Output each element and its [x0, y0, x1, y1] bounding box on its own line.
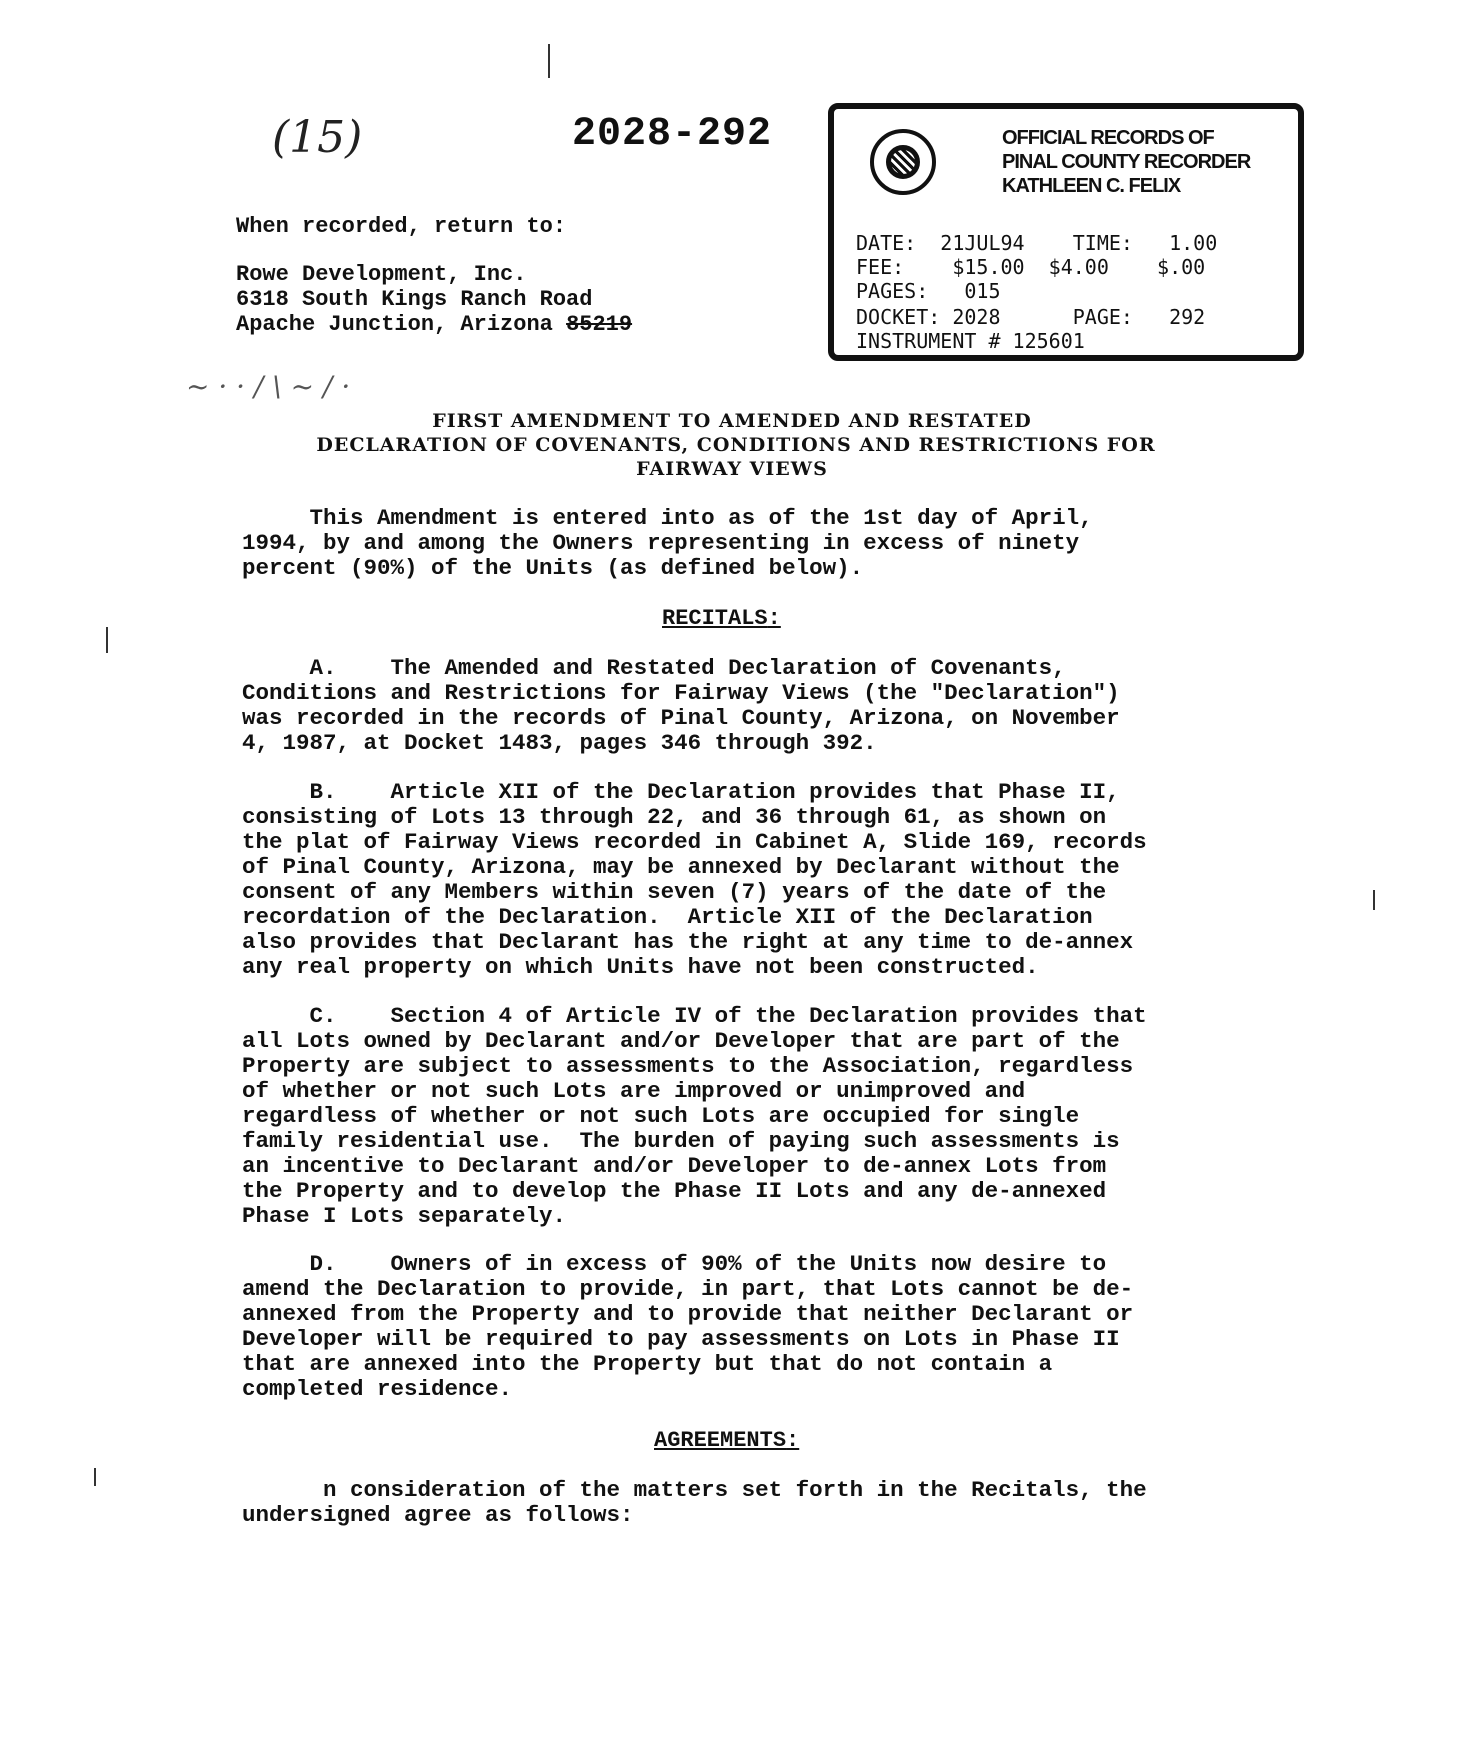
recital-c-line: all Lots owned by Declarant and/or Developer that are part of the — [242, 1028, 1120, 1054]
title-line-1: FIRST AMENDMENT TO AMENDED AND RESTATED — [432, 410, 1032, 432]
recital-a-line: A. The Amended and Restated Declaration of Covenants, — [242, 655, 1066, 681]
return-company: Rowe Development, Inc. — [236, 262, 527, 287]
recital-b-line: consent of any Members within seven (7) years of the date of the — [242, 879, 1107, 905]
recital-b — [242, 780, 1222, 980]
recital-c-line: family residential use. The burden of paying such assessments is — [242, 1128, 1120, 1154]
recital-b-line: the plat of Fairway Views recorded in Cabinet A, Slide 169, records — [242, 829, 1147, 855]
recorder-stamp — [828, 103, 1304, 361]
scan-mark-left-1 — [106, 627, 108, 653]
intro-paragraph — [242, 506, 1222, 581]
recitals-heading: RECITALS: — [662, 606, 781, 631]
recital-d-line: D. Owners of in excess of 90% of the Units now desire to — [242, 1251, 1107, 1277]
stamp-heading-3: KATHLEEN C. FELIX — [1002, 175, 1181, 197]
recital-c-line: C. Section 4 of Article IV of the Declaration provides that — [242, 1003, 1147, 1029]
scan-mark-top — [548, 44, 550, 78]
return-zip-struck: 85219 — [566, 312, 633, 337]
recital-a-line: was recorded in the records of Pinal County, Arizona, on November — [242, 705, 1120, 731]
recital-a-line: 4, 1987, at Docket 1483, pages 346 through 392. — [242, 730, 877, 756]
scan-mark-right-1 — [1373, 890, 1375, 910]
county-seal-icon — [870, 129, 936, 195]
recital-d-line: completed residence. — [242, 1376, 513, 1402]
recital-b-line: recordation of the Declaration. Article XII of the Declaration — [242, 904, 1093, 930]
recital-d-line: Developer will be required to pay assessments on Lots in Phase II — [242, 1326, 1120, 1352]
stamp-fee: FEE: $15.00 $4.00 $.00 — [856, 255, 1206, 279]
recital-c-line: an incentive to Declarant and/or Developer to de-annex Lots from — [242, 1153, 1107, 1179]
recital-b-line: consisting of Lots 13 through 22, and 36 through 61, as shown on — [242, 804, 1107, 830]
recital-a — [242, 656, 1222, 756]
handwritten-scribble: ~ · · / \ ~ / · — [186, 370, 351, 403]
title-line-3: FAIRWAY VIEWS — [636, 458, 828, 480]
recital-c-line: the Property and to develop the Phase II Lots and any de-annexed — [242, 1178, 1107, 1204]
recital-a-line: Conditions and Restrictions for Fairway Views (the "Declaration") — [242, 680, 1120, 706]
recital-b-line: also provides that Declarant has the right at any time to de-annex — [242, 929, 1134, 955]
agreements-intro — [242, 1478, 1222, 1528]
return-street: 6318 South Kings Ranch Road — [236, 287, 593, 312]
recital-b-line: any real property on which Units have not been constructed. — [242, 954, 1039, 980]
scan-mark-left-2 — [94, 1468, 96, 1486]
recital-c-line: Phase I Lots separately. — [242, 1203, 567, 1229]
recital-d-line: amend the Declaration to provide, in part, that Lots cannot be de- — [242, 1276, 1134, 1302]
agreements-heading: AGREEMENTS: — [654, 1428, 800, 1453]
recital-c — [242, 1004, 1222, 1229]
stamp-pages: PAGES: 015 — [856, 279, 1001, 303]
stamp-instrument: INSTRUMENT # 125601 — [856, 329, 1085, 353]
agreements-heading-text: AGREEMENTS — [654, 1428, 787, 1453]
return-city-text: Apache Junction, Arizona — [236, 312, 553, 337]
recital-c-line: regardless of whether or not such Lots are occupied for single — [242, 1103, 1080, 1129]
return-label: When recorded, return to: — [236, 214, 567, 239]
recital-d-line: annexed from the Property and to provide that neither Declarant or — [242, 1301, 1134, 1327]
handwritten-number: (15) — [272, 112, 363, 163]
intro-line: This Amendment is entered into as of the 1st day of April, — [242, 505, 1093, 531]
intro-line: 1994, by and among the Owners representing in excess of ninety — [242, 530, 1080, 556]
stamp-docket-page: DOCKET: 2028 PAGE: 292 — [856, 305, 1206, 329]
agreements-intro-line: undersigned agree as follows: — [242, 1502, 634, 1528]
document-number: 2028-292 — [572, 112, 773, 157]
recital-c-line: of whether or not such Lots are improved or unimproved and — [242, 1078, 1026, 1104]
recital-b-line: B. Article XII of the Declaration provides that Phase II, — [242, 779, 1120, 805]
stamp-heading-2: PINAL COUNTY RECORDER — [1002, 151, 1251, 173]
recital-c-line: Property are subject to assessments to the Association, regardless — [242, 1053, 1134, 1079]
stamp-heading-1: OFFICIAL RECORDS OF — [1002, 127, 1214, 149]
recital-b-line: of Pinal County, Arizona, may be annexed by Declarant without the — [242, 854, 1120, 880]
recitals-heading-text: RECITALS — [662, 606, 768, 631]
stamp-date-time: DATE: 21JUL94 TIME: 1.00 — [856, 231, 1218, 255]
title-line-2: DECLARATION OF COVENANTS, CONDITIONS AND RESTRICTIONS FOR — [316, 434, 1156, 456]
agreements-intro-line: n consideration of the matters set forth in the Recitals, the — [242, 1477, 1147, 1503]
recital-d-line: that are annexed into the Property but that do not contain a — [242, 1351, 1053, 1377]
return-city — [236, 312, 632, 337]
intro-line: percent (90%) of the Units (as defined below). — [242, 555, 864, 581]
recital-d — [242, 1252, 1222, 1402]
